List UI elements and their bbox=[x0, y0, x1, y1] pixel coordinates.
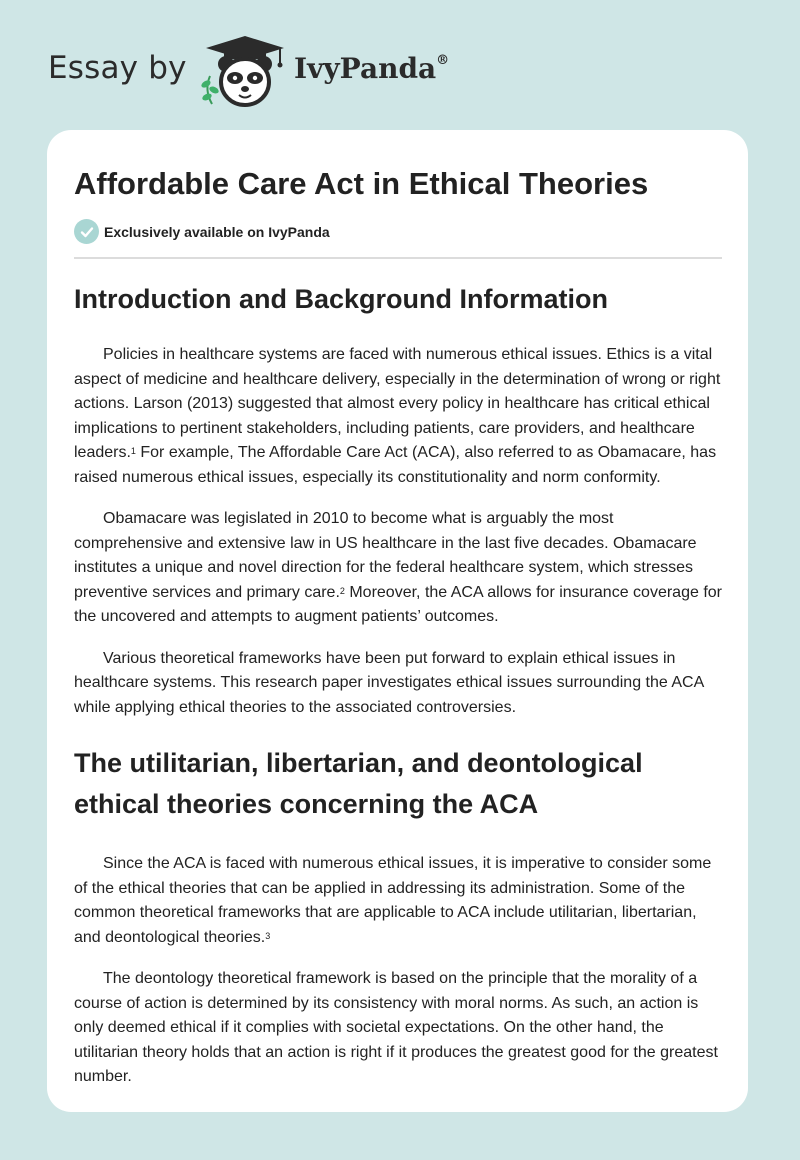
brand-name[interactable] bbox=[294, 52, 449, 85]
page-title: Affordable Care Act in Ethical Theories bbox=[74, 166, 649, 201]
section-heading-ethical-theories: The utilitarian, libertarian, and deontological ethical theories concerning the ACA bbox=[74, 748, 643, 819]
exclusive-badge bbox=[74, 219, 722, 244]
essay-card bbox=[47, 130, 748, 1112]
paragraph bbox=[74, 507, 722, 630]
footnote-ref[interactable]: 1 bbox=[130, 446, 136, 456]
brand-name-text: IvyPanda bbox=[294, 52, 437, 85]
paragraph-text: Since the ACA is faced with numerous ethical issues, it is imperative to consider some of the ethical theories that can be applied in addressing its administration. Some of the common theoretical frameworks that are applicable to ACA include utilitarian, libertarian, and deontological theories. bbox=[74, 855, 712, 946]
site-header bbox=[0, 0, 800, 125]
check-icon bbox=[74, 219, 99, 244]
brand-prefix: Essay by bbox=[48, 50, 187, 86]
registered-mark: ® bbox=[436, 52, 450, 68]
paragraph-text: The deontology theoretical framework is based on the principle that the morality of a course of action is determined by its consistency with moral norms. As such, an action is only deemed ethical if it complies with societal expectations. On the other hand, the utilitarian theory holds that an action is right if it produces the greatest good for the greatest number. bbox=[74, 970, 718, 1085]
paragraph-text: Obamacare was legislated in 2010 to become what is arguably the most comprehensive and extensive law in US healthcare in the last five decades. Obamacare institutes a unique and novel direction for the federal healthcare system, which stresses preventive services and primary care. bbox=[74, 510, 697, 601]
footnote-ref[interactable]: 3 bbox=[265, 930, 271, 941]
paragraph bbox=[74, 852, 722, 950]
paragraph-text: Moreover, the ACA allows for insurance coverage for the uncovered and attempts to augment patients’ outcomes. bbox=[74, 583, 722, 625]
paragraph-text: Policies in healthcare systems are faced with numerous ethical issues. Ethics is a vital aspect of medicine and healthcare delivery, especially in the determination of wrong or right actions. Larson (2013) suggested that almost every policy in healthcare has critical ethical implications to pertinent stakeholders, including patients, care providers, and healthcare leaders. bbox=[74, 346, 721, 461]
divider bbox=[74, 257, 722, 259]
paragraph bbox=[74, 967, 722, 1090]
exclusive-label: Exclusively available on IvyPanda bbox=[104, 223, 330, 240]
paragraph bbox=[74, 343, 722, 490]
footnote-ref[interactable]: 2 bbox=[339, 585, 345, 596]
panda-logo-icon[interactable] bbox=[200, 34, 290, 110]
paragraph bbox=[74, 647, 722, 721]
paragraph-text: For example, The Affordable Care Act (ACA), also referred to as Obamacare, has raised numerous ethical issues, especially its constitutionality and norm conformity. bbox=[74, 444, 717, 486]
section-heading-introduction: Introduction and Background Information bbox=[74, 284, 608, 314]
paragraph-text: Various theoretical frameworks have been put forward to explain ethical issues in healthcare systems. This research paper investigates ethical issues surrounding the ACA while applying ethical theories to the associated controversies. bbox=[74, 649, 704, 716]
